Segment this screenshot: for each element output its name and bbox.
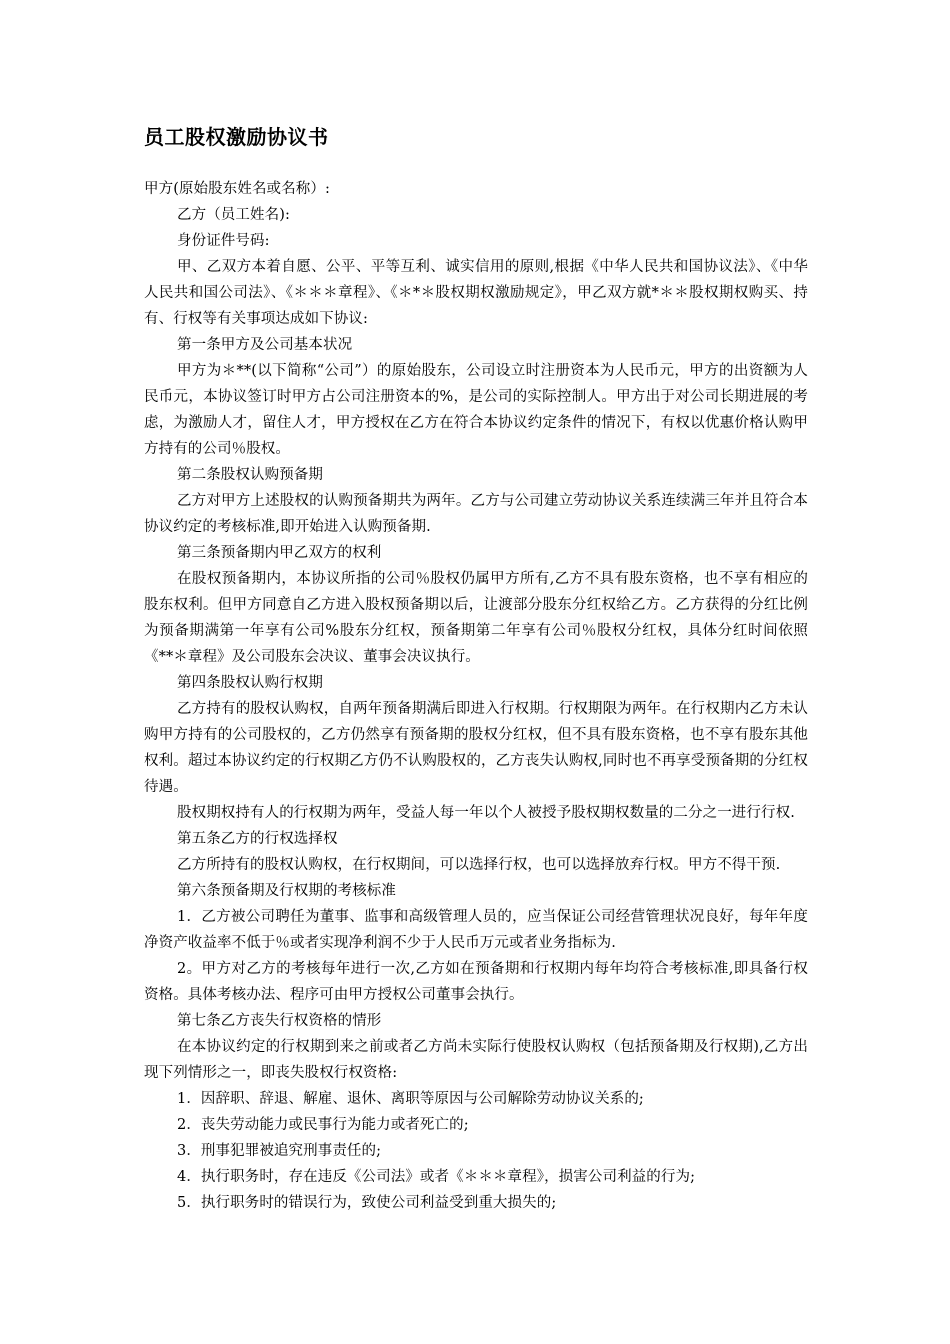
paragraph: 第二条股权认购预备期: [177, 467, 323, 483]
document-title: 员工股权激励协议书: [144, 125, 329, 149]
paragraph: 在股权预备期内，本协议所指的公司％股权仍属甲方所有,乙方不具有股东资格，也不享有相应的股东权利。但甲方同意自乙方进入股权预备期以后，让渡部分股东分红权给乙方。乙方获得的分红比例为预备期满第一年享有公司%股东分红权，预备期第二年享有公司％股权分红权，具体分红时间依照《**＊章程》及公司股东会决议、董事会决议执行。: [144, 571, 808, 665]
paragraph: 第一条甲方及公司基本状况: [177, 337, 353, 353]
paragraph: 第七条乙方丧失行权资格的情形: [177, 1013, 382, 1029]
paragraph: 第五条乙方的行权选择权: [177, 831, 338, 847]
paragraph: 股权期权持有人的行权期为两年，受益人每一年以个人被授予股权期权数量的二分之一进行行权.: [177, 805, 795, 821]
paragraph: 1．因辞职、辞退、解雇、退休、离职等原因与公司解除劳动协议关系的;: [177, 1091, 644, 1107]
paragraph: 身份证件号码:: [177, 233, 270, 249]
paragraph: 2。甲方对乙方的考核每年进行一次,乙方如在预备期和行权期内每年均符合考核标准,即具备行权资格。具体考核办法、程序可由甲方授权公司董事会执行。: [144, 961, 808, 1003]
paragraph: 第四条股权认购行权期: [177, 675, 323, 691]
paragraph: 乙方对甲方上述股权的认购预备期共为两年。乙方与公司建立劳动协议关系连续满三年并且符合本协议约定的考核标准,即开始进入认购预备期.: [144, 493, 808, 535]
document-body: [144, 176, 808, 1216]
paragraph: 2．丧失劳动能力或民事行为能力或者死亡的;: [177, 1117, 469, 1133]
paragraph: 甲方为＊**(以下简称“公司”）的原始股东，公司设立时注册资本为人民币元，甲方的出资额为人民币元，本协议签订时甲方占公司注册资本的%，是公司的实际控制人。甲方出于对公司长期进展的考虑，为激励人才，留住人才，甲方授权在乙方在符合本协议约定条件的情况下，有权以优惠价格认购甲方持有的公司％股权。: [144, 363, 808, 457]
paragraph: 第六条预备期及行权期的考核标准: [177, 883, 396, 899]
paragraph: 甲方(原始股东姓名或名称）:: [144, 181, 330, 197]
paragraph: 第三条预备期内甲乙双方的权利: [177, 545, 382, 561]
paragraph: 3．刑事犯罪被追究刑事责任的;: [177, 1143, 382, 1159]
paragraph: 5．执行职务时的错误行为，致使公司利益受到重大损失的;: [177, 1195, 557, 1211]
paragraph: 在本协议约定的行权期到来之前或者乙方尚未实际行使股权认购权（包括预备期及行权期),乙方出现下列情形之一，即丧失股权行权资格:: [144, 1039, 808, 1081]
paragraph: 甲、乙双方本着自愿、公平、平等互利、诚实信用的原则,根据《中华人民共和国协议法》、《中华人民共和国公司法》、《＊＊＊章程》、《＊*＊股权期权激励规定》，甲乙双方就*＊＊股权期权购买、持有、行权等有关事项达成如下协议:: [144, 259, 808, 327]
paragraph: 乙方持有的股权认购权，自两年预备期满后即进入行权期。行权期限为两年。在行权期内乙方未认购甲方持有的公司股权的，乙方仍然享有预备期的股权分红权，但不具有股东资格，也不享有股东其他权利。超过本协议约定的行权期乙方仍不认购股权的，乙方丧失认购权,同时也不再享受预备期的分红权待遇。: [144, 701, 808, 795]
paragraph: 1．乙方被公司聘任为董事、监事和高级管理人员的，应当保证公司经营管理状况良好，每年年度净资产收益率不低于％或者实现净利润不少于人民币万元或者业务指标为.: [144, 909, 808, 951]
paragraph: 乙方（员工姓名):: [177, 207, 290, 223]
paragraph: 4．执行职务时，存在违反《公司法》或者《＊＊＊章程》，损害公司利益的行为;: [177, 1169, 696, 1185]
paragraph: 乙方所持有的股权认购权，在行权期间，可以选择行权，也可以选择放弃行权。甲方不得干预.: [177, 857, 781, 873]
